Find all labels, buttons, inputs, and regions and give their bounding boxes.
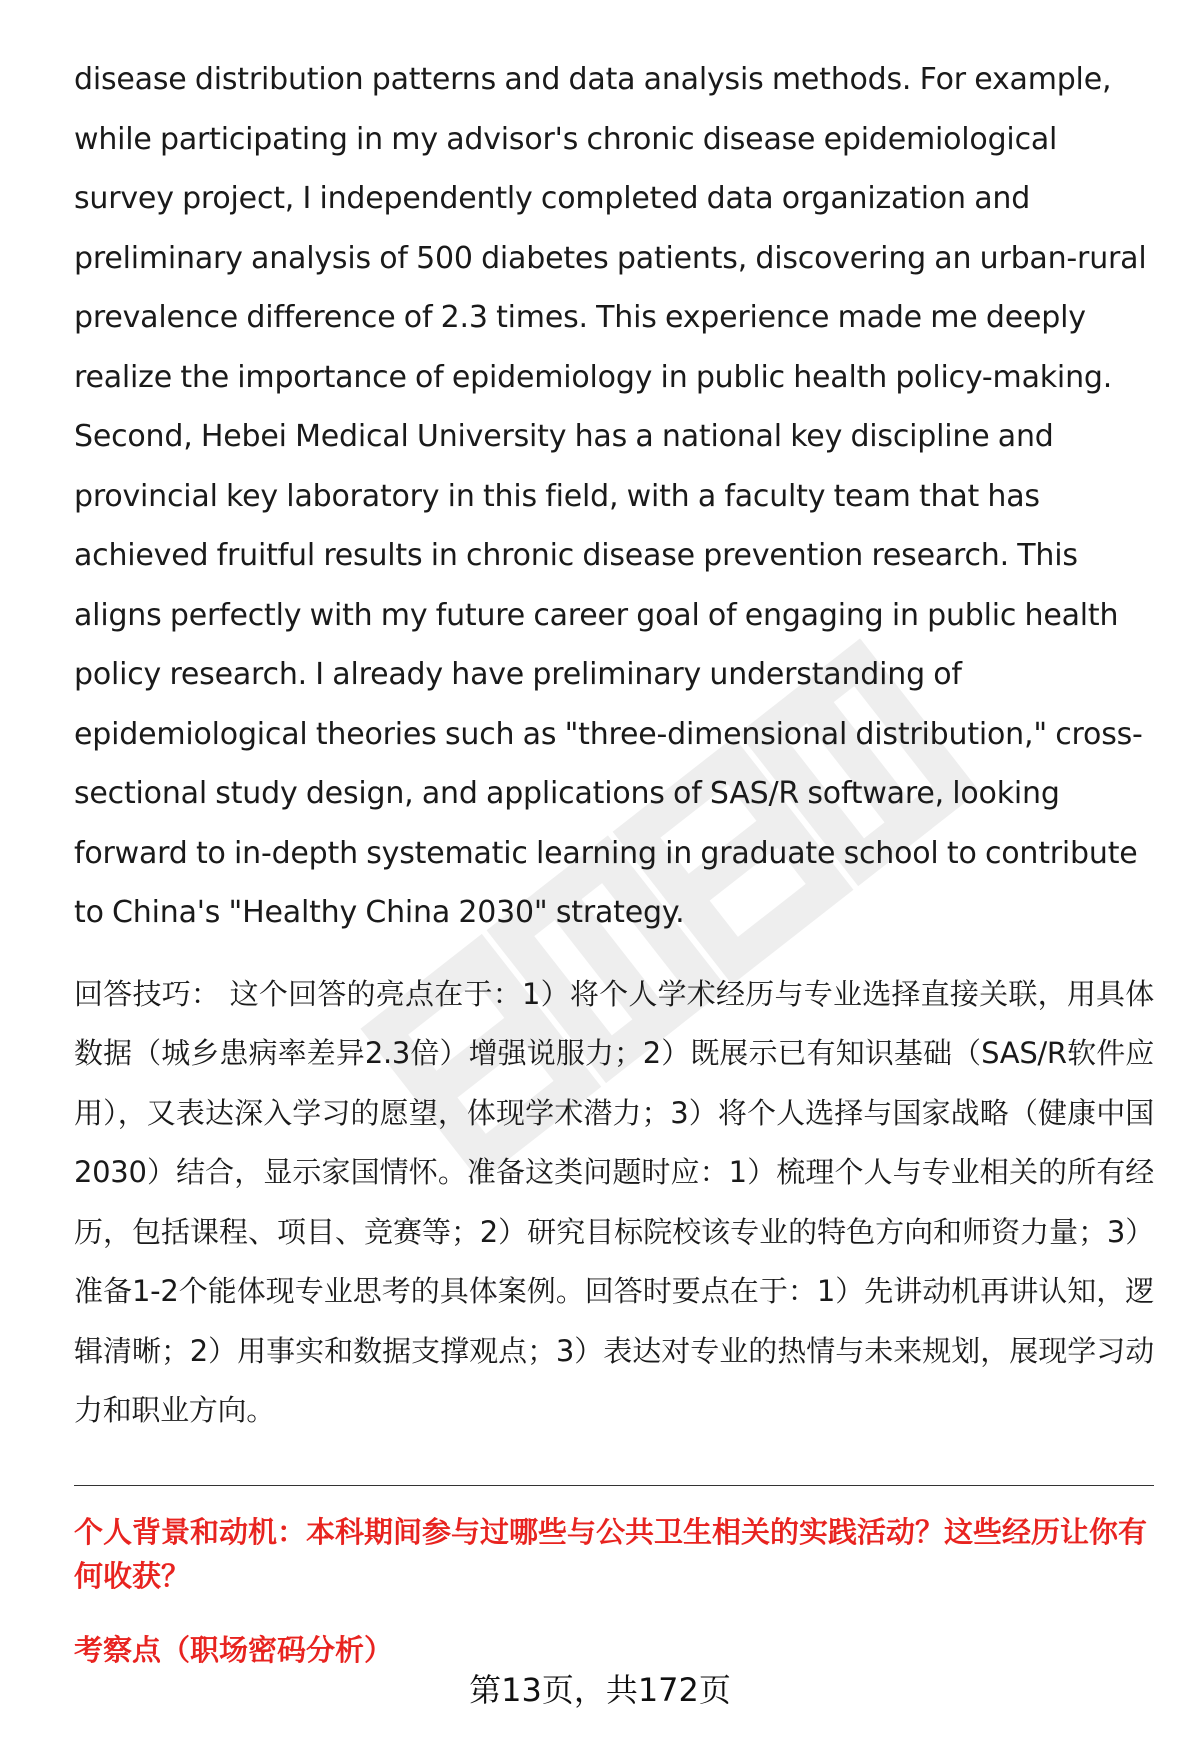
assessment-points-heading: 考察点（职场密码分析） [74,1632,394,1667]
question-heading: 个人背景和动机：本科期间参与过哪些与公共卫生相关的实践活动？这些经历让你有何收获？ [74,1514,1148,1593]
section-divider [74,1485,1154,1486]
page-content [74,50,1154,1672]
answer-paragraph: disease distribution patterns and data analysis methods. For example, while participating in my advisor's chronic disease epidemiological survey project, I independently completed data organization and preliminary analysis of 500 diabetes patients, discovering an urban-rural prevalence difference of 2.3 times. This experience made me deeply realize the importance of epidemiology in public health policy-making. Second, Hebei Medical University has a national key discipline and provincial key laboratory in this field, with a faculty team that has achieved fruitful results in chronic disease prevention research. This aligns perfectly with my future career goal of engaging in public health policy research. I already have preliminary understanding of epidemiological theories such as "three-dimensional distribution," cross-sectional study design, and applications of SAS/R software, looking forward to in-depth systematic learning in graduate school to contribute to China's "Healthy China 2030" strategy. [74,62,1147,930]
answer-tips-paragraph: 回答技巧： 这个回答的亮点在于：1）将个人学术经历与专业选择直接关联，用具体数据（城乡患病率差异2.3倍）增强说服力；2）既展示已有知识基础（SAS/R软件应用），又表达深入学习的愿望，体现学术潜力；3）将个人选择与国家战略（健康中国2030）结合，显示家国情怀。准备这类问题时应：1）梳理个人与专业相关的所有经历，包括课程、项目、竞赛等；2）研究目标院校该专业的特色方向和师资力量；3）准备1-2个能体现专业思考的具体案例。回答时要点在于：1）先讲动机再讲认知，逻辑清晰；2）用事实和数据支撑观点；3）表达对专业的热情与未来规划，展现学习动力和职业方向。 [74,976,1154,1427]
page-number-footer: 第13页，共172页 [469,1671,731,1709]
